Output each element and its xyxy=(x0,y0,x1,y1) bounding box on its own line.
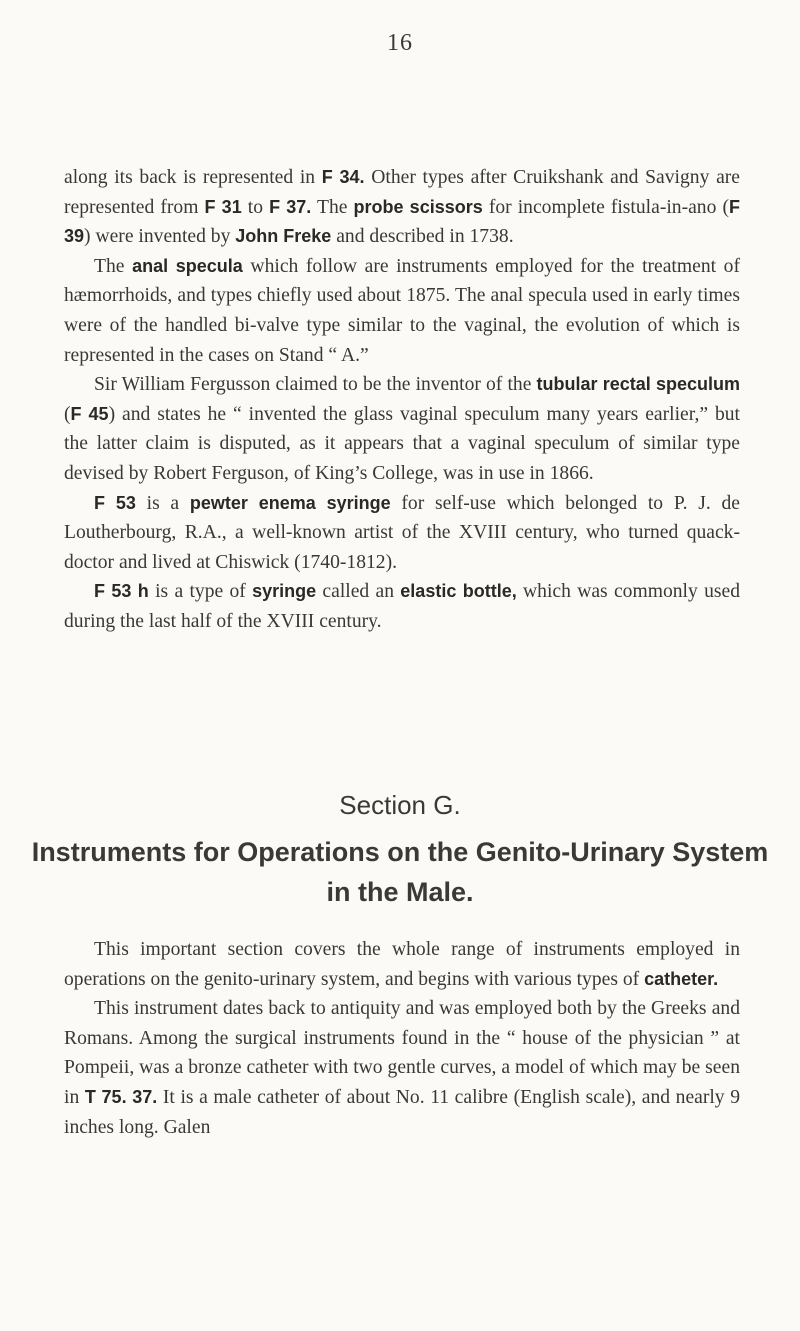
text: for self-use which belonged to P. J. de Loutherbourg, R.A., a well-known artist of the XVIII century, who turned quack-doctor and lived at Chiswick (1740-1812). xyxy=(64,492,740,573)
instrument-name: elastic bottle, xyxy=(400,581,517,602)
page-number: 16 xyxy=(387,30,413,56)
text: for incomplete fistula-in-ano ( xyxy=(482,196,729,218)
instrument-name: catheter. xyxy=(644,968,719,989)
text: called an xyxy=(316,581,401,603)
instrument-name: probe scissors xyxy=(353,196,483,217)
paragraph-3 xyxy=(64,370,740,488)
text: The xyxy=(311,196,354,218)
paragraph-5 xyxy=(64,577,740,636)
text: ( xyxy=(64,403,71,425)
figure-ref: F 53 h xyxy=(94,581,149,602)
text: which was commonly used during the last half of the XVIII century. xyxy=(64,581,740,632)
paragraph-4 xyxy=(64,489,740,578)
text: to xyxy=(241,196,270,218)
body-text-top xyxy=(64,163,740,637)
paragraph-7 xyxy=(64,994,740,1142)
paragraph-6 xyxy=(64,935,740,994)
instrument-name: pewter enema syringe xyxy=(189,492,391,513)
text: and described in 1738. xyxy=(331,226,514,248)
figure-ref: F 39 xyxy=(64,196,740,247)
text: Sir William Fergusson claimed to be the inventor of the xyxy=(94,374,537,396)
text: This important section covers the whole range of instruments employed in operations on the genito-urinary system, and begins with various types of xyxy=(64,939,740,990)
text: It is a male catheter of about No. 11 calibre (English scale), and nearly 9 inches long. Galen xyxy=(64,1086,741,1138)
instrument-name: tubular rectal speculum xyxy=(536,374,740,395)
text: The xyxy=(94,255,133,277)
figure-ref: F 45 xyxy=(70,403,109,424)
instrument-name: anal specula xyxy=(132,255,243,276)
section-label: Section G. xyxy=(339,790,461,820)
text: This instrument dates back to antiquity and was employed both by the Greeks and Romans. Among the surgical instruments found in the “ house of the physician ” at Pompeii, was a bronze catheter with two gentle curves, a model of which may be seen in xyxy=(64,998,740,1108)
text: is a xyxy=(135,492,190,514)
section-title: Instruments for Operations on the Genito-Urinary System in the Male. xyxy=(31,837,769,907)
figure-ref: F 37. xyxy=(269,196,312,217)
paragraph-2 xyxy=(64,252,740,370)
text: ) and states he “ invented the glass vaginal speculum many years earlier,” but the latter claim is disputed, as it appears that a vaginal speculum of similar type devised by Robert Ferguson, of King’s College, was in use in 1866. xyxy=(64,403,740,484)
figure-ref: F 31 xyxy=(204,196,242,217)
body-text-bottom xyxy=(64,935,740,1142)
figure-ref: F 34. xyxy=(321,167,365,187)
text: along its back is represented in xyxy=(64,167,322,188)
person-name: John Freke xyxy=(235,226,332,247)
text: is a type of xyxy=(148,581,253,603)
figure-ref: F 53 xyxy=(94,492,136,513)
text: ) were invented by xyxy=(84,226,236,248)
paragraph-1 xyxy=(64,163,740,252)
instrument-name: syringe xyxy=(252,581,317,602)
figure-ref: T 75. 37. xyxy=(84,1086,158,1107)
text: Other types after Cruikshank and Savigny are represented from xyxy=(64,167,740,218)
text: which follow are instruments employed for the treatment of hæmorrhoids, and types chiefly used about 1875. The anal specula used in early times were of the handled bi-valve type similar to the vaginal, the evolution of which is represented in the cases on Stand “ A.” xyxy=(64,255,740,366)
